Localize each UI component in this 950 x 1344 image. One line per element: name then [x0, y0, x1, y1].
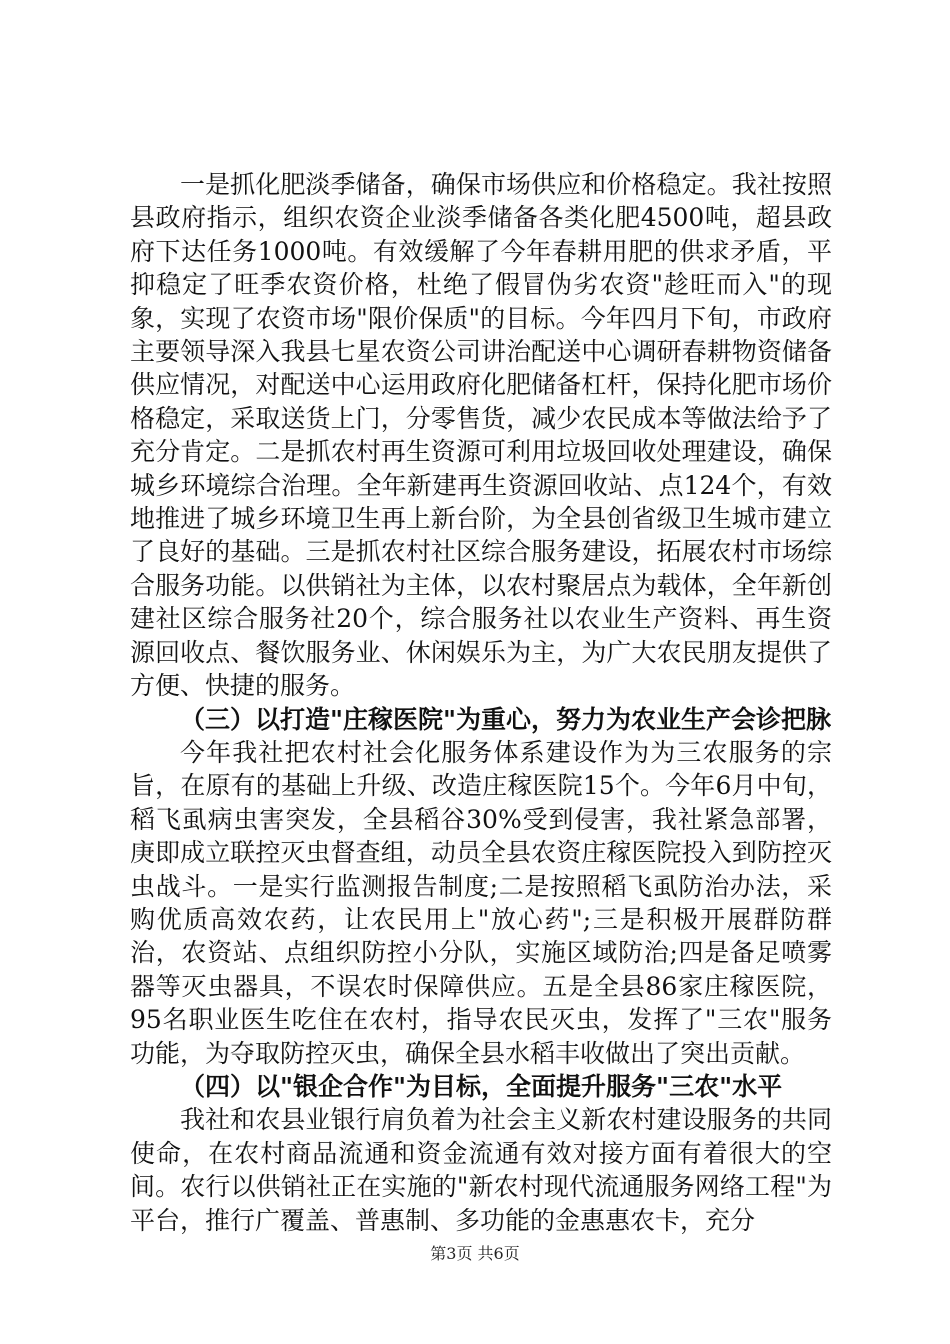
document-body	[130, 168, 832, 1237]
paragraph-fertilizer-reserve: 一是抓化肥淡季储备，确保市场供应和价格稳定。我社按照县政府指示，组织农资企业淡季储备各类化肥4500吨，超县政府下达任务1000吨。有效缓解了今年春耕用肥的供求矛盾，平抑稳定了旺季农资价格，杜绝了假冒伪劣农资"趁旺而入"的现象，实现了农资市场"限价保质"的目标。今年四月下旬，市政府主要领导深入我县七星农资公司讲治配送中心调研春耕物资储备供应情况，对配送中心运用政府化肥储备杠杆，保持化肥市场价格稳定，采取送货上门，分零售货，减少农民成本等做法给予了充分肯定。二是抓农村再生资源可利用垃圾回收处理建设，确保城乡环境综合治理。全年新建再生资源回收站、点124个，有效地推进了城乡环境卫生再上新台阶，为全县创省级卫生城市建立了良好的基础。三是抓农村社区综合服务建设，拓展农村市场综合服务功能。以供销社为主体，以农村聚居点为载体，全年新创建社区综合服务社20个，综合服务社以农业生产资料、再生资源回收点、餐饮服务业、休闲娱乐为主，为广大农民朋友提供了方便、快捷的服务。	[130, 170, 832, 701]
paragraph-crop-hospital: 今年我社把农村社会化服务体系建设作为为三农服务的宗旨，在原有的基础上升级、改造庄稼医院15个。今年6月中旬，稻飞虱病虫害突发，全县稻谷30%受到侵害，我社紧急部署，庚即成立联控灭虫督查组，动员全县农资庄稼医院投入到防控灭虫战斗。一是实行监测报告制度;二是按照稻飞虱防治办法，采购优质高效农药，让农民用上"放心药";三是积极开展群防群治，农资站、点组织防控小分队，实施区域防治;四是备足喷雾器等灭虫器具，不误农时保障供应。五是全县86家庄稼医院，95名职业医生吃住在农村，指导农民灭虫，发挥了"三农"服务功能，为夺取防控灭虫，确保全县水稻丰收做出了突出贡献。	[130, 737, 832, 1068]
section-heading-crop-hospital: （三）以打造"庄稼医院"为重心，努力为农业生产会诊把脉	[180, 704, 832, 734]
section-heading-bank-cooperation: （四）以"银企合作"为目标，全面提升服务"三农"水平	[180, 1071, 783, 1101]
paragraph-bank-cooperation: 我社和农县业银行肩负着为社会主义新农村建设服务的共同使命，在农村商品流通和资金流通有效对接方面有着很大的空间。农行以供销社正在实施的"新农村现代流通服务网络工程"为平台，推行广覆盖、普惠制、多功能的金惠惠农卡，充分	[130, 1105, 832, 1235]
page-number-footer: 第3页 共6页	[430, 1244, 520, 1263]
